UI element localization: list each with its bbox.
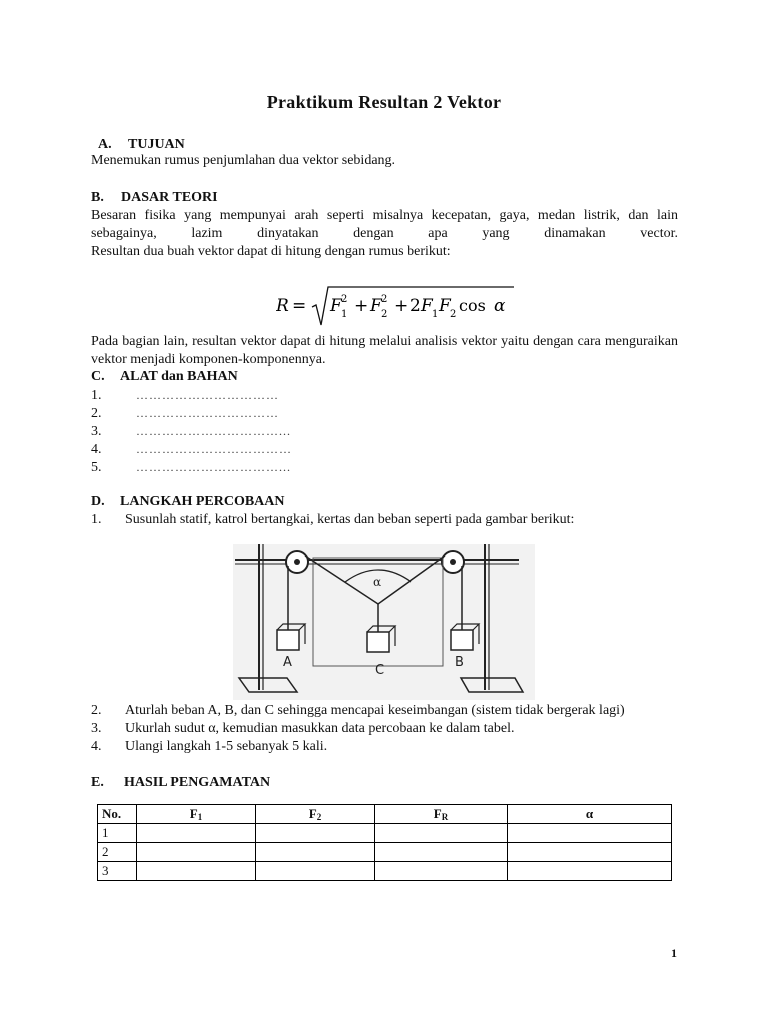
svg-text:2: 2 <box>410 296 421 316</box>
table-cell[interactable] <box>137 824 256 843</box>
table-cell[interactable] <box>137 843 256 862</box>
step-3: 3. Ukurlah sudut α, kemudian masukkan data percobaan ke dalam tabel. <box>91 721 515 736</box>
svg-text:2: 2 <box>341 294 348 305</box>
section-c-heading: C. ALAT dan BAHAN <box>91 369 238 384</box>
table-cell[interactable] <box>256 824 375 843</box>
list-item: 2. …………………………… <box>91 406 279 421</box>
svg-text:R: R <box>276 296 289 316</box>
table-cell-no: 3 <box>98 862 137 881</box>
table-cell-no: 1 <box>98 824 137 843</box>
table-cell-no: 2 <box>98 843 137 862</box>
col-header-fr: $F_R$ <box>375 805 508 824</box>
step-4: 4. Ulangi langkah 1-5 sebanyak 5 kali. <box>91 739 328 754</box>
svg-text:=: = <box>292 296 307 316</box>
svg-text:F: F <box>439 296 451 316</box>
step-1: 1. Susunlah statif, katrol bertangkai, kertas dan beban seperti pada gambar berikut: <box>91 512 575 527</box>
figure-label-a: A <box>283 655 292 670</box>
section-b-line3: Resultan dua buah vektor dapat di hitung dengan rumus berikut: <box>91 244 451 259</box>
svg-text:cos: cos <box>459 296 486 315</box>
svg-text:1: 1 <box>341 309 348 320</box>
list-item: 1. …………………………… <box>91 388 279 403</box>
svg-text:α: α <box>494 296 506 316</box>
section-b-line1: Besaran fisika yang mempunyai arah seperti misalnya kecepatan, gaya, medan listrik, dan lain <box>91 208 678 223</box>
observation-table <box>97 804 672 881</box>
figure-label-c: C <box>375 663 385 678</box>
svg-text:2: 2 <box>450 309 457 320</box>
section-b-heading: B. DASAR TEORI <box>91 190 218 205</box>
table-cell[interactable] <box>508 824 672 843</box>
svg-text:F: F <box>370 296 382 316</box>
svg-text:1: 1 <box>432 309 439 320</box>
figure-alpha-label: α <box>373 575 382 589</box>
list-item: 3. ……………………………... <box>91 424 291 439</box>
apparatus-figure <box>233 544 535 700</box>
table-cell[interactable] <box>508 862 672 881</box>
table-row <box>98 843 672 862</box>
svg-text:F: F <box>421 296 433 316</box>
col-header-alpha: α <box>508 805 672 824</box>
page-title: Praktikum Resultan 2 Vektor <box>266 92 502 112</box>
table-row <box>98 824 672 843</box>
svg-text:2: 2 <box>381 294 388 305</box>
table-header-row <box>98 805 672 824</box>
svg-text:F: F <box>330 296 342 316</box>
list-item: 5. ……………………………... <box>91 460 291 475</box>
section-b-after-text: Pada bagian lain, resultan vektor dapat di hitung melalui analisis vektor yaitu dengan cara menguraikan vektor menjadi komponen-komponennya. <box>91 334 678 367</box>
table-row <box>98 862 672 881</box>
section-e-heading: E. HASIL PENGAMATAN <box>91 775 271 790</box>
table-cell[interactable] <box>256 843 375 862</box>
section-a-text: Menemukan rumus penjumlahan dua vektor sebidang. <box>91 153 396 168</box>
svg-text:+: + <box>394 296 409 316</box>
figure-label-b: B <box>455 655 464 670</box>
list-item: 4. ……………………………… <box>91 442 292 457</box>
resultant-formula <box>276 283 516 329</box>
col-header-no: No. <box>98 805 137 824</box>
section-a-heading: A. TUJUAN <box>98 137 185 152</box>
svg-text:2: 2 <box>381 309 388 320</box>
table-cell[interactable] <box>375 843 508 862</box>
step-2: 2. Aturlah beban A, B, dan C sehingga mencapai keseimbangan (sistem tidak bergerak lagi) <box>91 703 625 718</box>
table-cell[interactable] <box>375 824 508 843</box>
svg-text:+: + <box>354 296 369 316</box>
page-number: 1 <box>671 946 677 960</box>
col-header-f2: $F_2$ <box>256 805 375 824</box>
col-header-f1: $F_1$ <box>137 805 256 824</box>
section-d-heading: D. LANGKAH PERCOBAAN <box>91 494 285 509</box>
table-cell[interactable] <box>508 843 672 862</box>
table-cell[interactable] <box>137 862 256 881</box>
table-cell[interactable] <box>375 862 508 881</box>
table-cell[interactable] <box>256 862 375 881</box>
section-b-line2: sebagainya, lazim dinyatakan dengan apa yang dinamakan vector. <box>91 226 678 241</box>
